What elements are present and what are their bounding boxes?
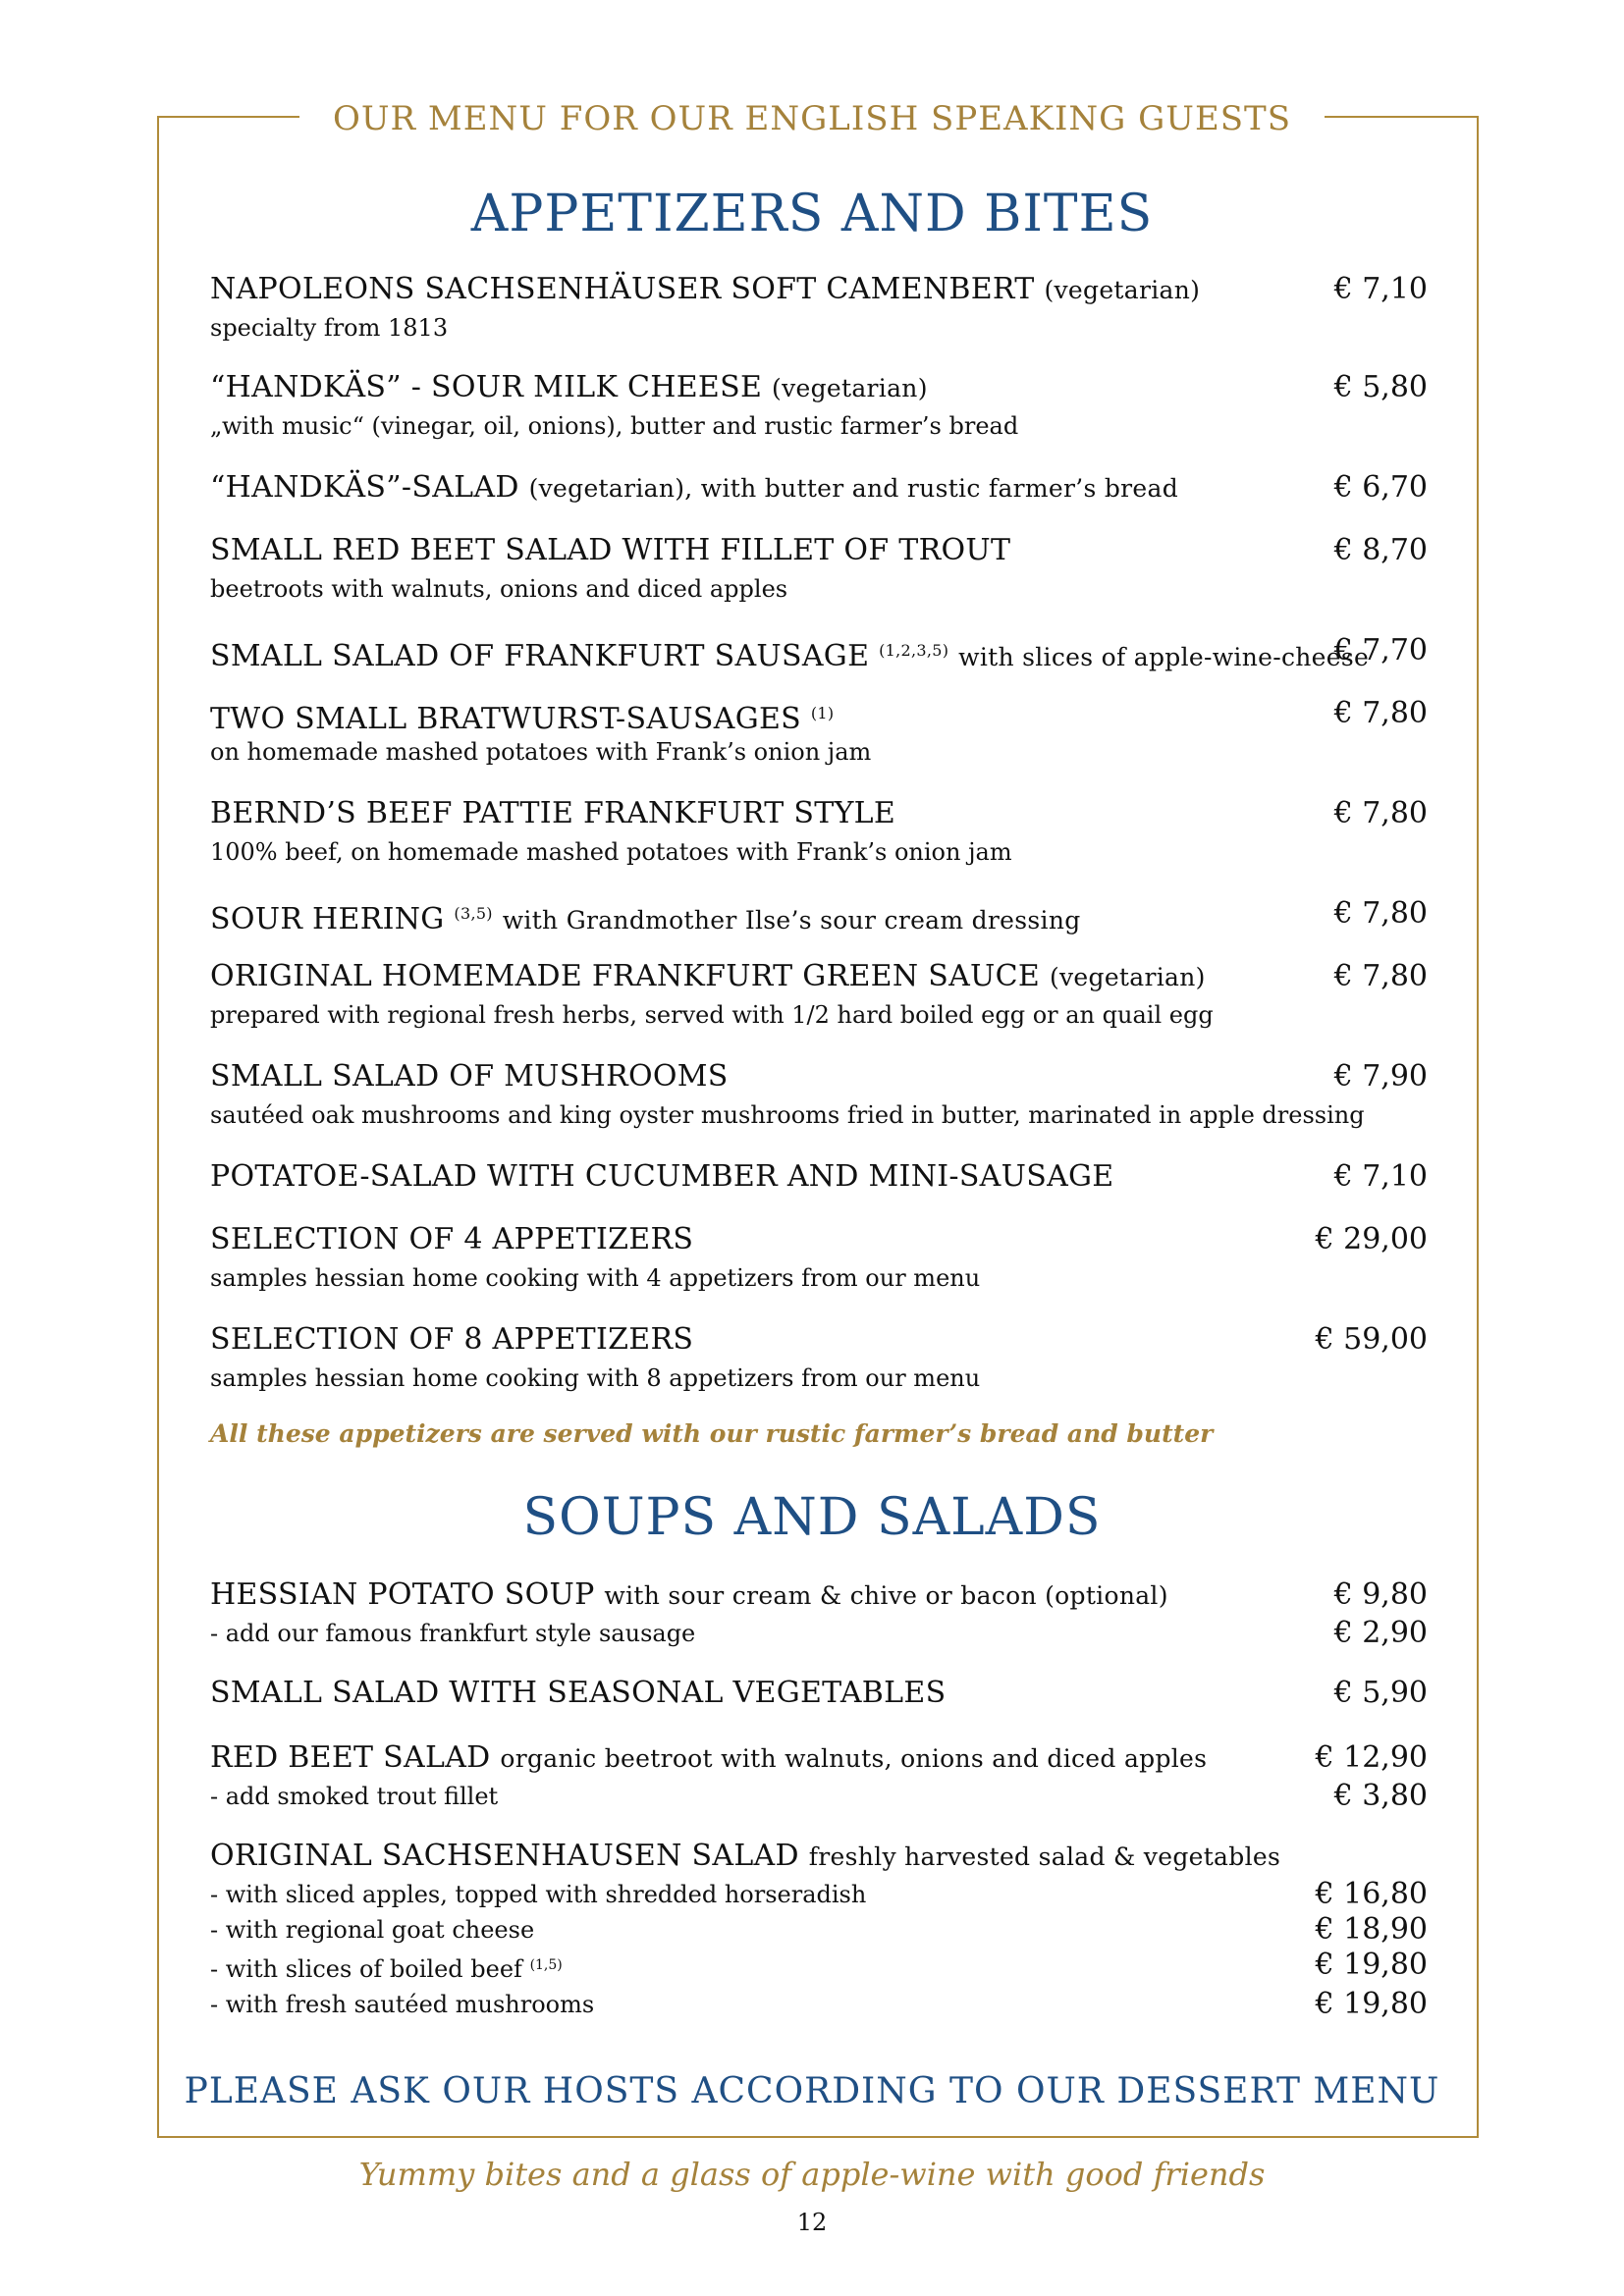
menu-item <box>210 269 1428 346</box>
option-price: € 19,80 <box>1315 1948 1428 1982</box>
item-name: BERND’S BEEF PATTIE FRANKFURT STYLE <box>210 796 896 830</box>
soups-title: SOUPS AND SALADS <box>522 1488 1102 1547</box>
item-note: (vegetarian) <box>772 374 928 402</box>
appetizers-title: APPETIZERS AND BITES <box>470 185 1154 243</box>
item-price: € 7,80 <box>1333 696 1428 730</box>
item-name: TWO SMALL BRATWURST-SAUSAGES <box>210 702 802 736</box>
item-price: € 9,80 <box>1333 1577 1428 1612</box>
option-text: - with fresh sautéed mushrooms <box>210 1991 595 2018</box>
option-price: € 18,90 <box>1315 1912 1428 1947</box>
menu-item <box>210 1575 1428 1651</box>
item-price: € 7,70 <box>1333 633 1428 667</box>
item-note: with slices of apple-wine-cheese <box>958 643 1370 671</box>
item-description: „with music“ (vinegar, oil, onions), butter and rustic farmer’s bread <box>210 412 1019 440</box>
item-option <box>210 1912 1428 1948</box>
item-note: freshly harvested salad & vegetables <box>808 1842 1281 1871</box>
item-name: SMALL SALAD OF MUSHROOMS <box>210 1059 729 1094</box>
menu-item <box>210 467 1428 508</box>
menu-item <box>210 956 1428 1033</box>
item-name: “HANDKÄS”-SALAD <box>210 470 519 505</box>
item-name: SMALL RED BEET SALAD WITH FILLET OF TROUT <box>210 533 1011 567</box>
item-price: € 7,80 <box>1333 796 1428 830</box>
item-option <box>210 1948 1428 1987</box>
option-price: € 3,80 <box>1333 1779 1428 1813</box>
menu-header-text: OUR MENU FOR OUR ENGLISH SPEAKING GUESTS <box>299 94 1325 143</box>
option-text: - with sliced apples, topped with shredded horseradish <box>210 1881 867 1908</box>
item-description: on homemade mashed potatoes with Frank’s onion jam <box>210 738 872 766</box>
item-price: € 7,80 <box>1333 959 1428 993</box>
item-description: specialty from 1813 <box>210 314 449 342</box>
item-name: “HANDKÄS” - SOUR MILK CHEESE <box>210 370 763 404</box>
item-description: samples hessian home cooking with 4 appetizers from our menu <box>210 1264 981 1292</box>
item-name: NAPOLEONS SACHSENHÄUSER SOFT CAMENBERT <box>210 272 1035 306</box>
item-name: SELECTION OF 8 APPETIZERS <box>210 1322 694 1357</box>
menu-item <box>210 1056 1428 1133</box>
item-name: RED BEET SALAD <box>210 1740 491 1775</box>
footer-tagline: Yummy bites and a glass of apple-wine with good friends <box>358 2156 1266 2193</box>
item-name: HESSIAN POTATO SOUP <box>210 1577 595 1612</box>
menu-header <box>0 94 1624 143</box>
item-price: € 7,10 <box>1333 272 1428 306</box>
menu-item <box>210 1319 1428 1396</box>
item-note: with sour cream & chive or bacon (optional) <box>604 1581 1168 1610</box>
item-price: € 59,00 <box>1315 1322 1428 1357</box>
item-price: € 6,70 <box>1333 470 1428 505</box>
menu-item <box>210 1156 1428 1198</box>
item-option <box>210 1779 1428 1814</box>
menu-item <box>210 693 1428 770</box>
option-price: € 2,90 <box>1333 1616 1428 1650</box>
menu-item <box>210 1836 1428 2022</box>
item-name: SMALL SALAD OF FRANKFURT SAUSAGE <box>210 639 870 673</box>
item-description: prepared with regional fresh herbs, served with 1/2 hard boiled egg or an quail egg <box>210 1001 1214 1029</box>
item-price: € 12,90 <box>1315 1740 1428 1775</box>
menu-item <box>210 1737 1428 1814</box>
item-price: € 7,90 <box>1333 1059 1428 1094</box>
item-description: 100% beef, on homemade mashed potatoes with Frank’s onion jam <box>210 838 1012 866</box>
item-description: beetroots with walnuts, onions and diced apples <box>210 575 788 603</box>
item-option <box>210 1616 1428 1651</box>
item-note: with Grandmother Ilse’s sour cream dressing <box>502 906 1081 934</box>
item-note: (vegetarian) <box>1044 276 1201 304</box>
item-description: samples hessian home cooking with 8 appetizers from our menu <box>210 1364 981 1392</box>
option-price: € 16,80 <box>1315 1877 1428 1911</box>
item-price: € 7,10 <box>1333 1159 1428 1194</box>
dessert-notice: PLEASE ASK OUR HOSTS ACCORDING TO OUR DESSERT MENU <box>184 2071 1440 2111</box>
item-name: SMALL SALAD WITH SEASONAL VEGETABLES <box>210 1676 947 1710</box>
menu-item <box>210 530 1428 607</box>
item-name: SOUR HERING <box>210 902 445 936</box>
menu-item <box>210 793 1428 870</box>
page-number: 12 <box>796 2209 828 2236</box>
option-price: € 19,80 <box>1315 1987 1428 2021</box>
option-text: - add our famous frankfurt style sausage <box>210 1620 696 1647</box>
item-price: € 5,90 <box>1333 1676 1428 1710</box>
item-price: € 5,80 <box>1333 370 1428 404</box>
menu-item <box>210 630 1428 671</box>
menu-item <box>210 1673 1428 1714</box>
menu-item <box>210 893 1428 934</box>
item-name: SELECTION OF 4 APPETIZERS <box>210 1222 694 1256</box>
allergen-marker: (1) <box>810 704 835 722</box>
appetizers-footnote: All these appetizers are served with our rustic farmer’s bread and butter <box>210 1419 1214 1448</box>
item-note: (vegetarian), with butter and rustic farmer’s bread <box>528 474 1179 503</box>
option-text: - with regional goat cheese <box>210 1916 535 1944</box>
item-name: POTATOE-SALAD WITH CUCUMBER AND MINI-SAUSAGE <box>210 1159 1114 1194</box>
item-price: € 7,80 <box>1333 896 1428 931</box>
item-name: ORIGINAL HOMEMADE FRANKFURT GREEN SAUCE <box>210 959 1041 993</box>
menu-item <box>210 367 1428 444</box>
option-text: - with slices of boiled beef <box>210 1955 522 1983</box>
item-name: ORIGINAL SACHSENHAUSEN SALAD <box>210 1839 799 1873</box>
item-description: sautéed oak mushrooms and king oyster mushrooms fried in butter, marinated in apple dressing <box>210 1101 1365 1129</box>
option-text: - add smoked trout fillet <box>210 1783 499 1810</box>
item-price: € 8,70 <box>1333 533 1428 567</box>
item-option <box>210 1877 1428 1912</box>
item-note: (vegetarian) <box>1049 963 1206 991</box>
item-option <box>210 1987 1428 2022</box>
allergen-marker: (3,5) <box>454 904 493 923</box>
allergen-marker: (1,5) <box>529 1957 563 1973</box>
item-note: organic beetroot with walnuts, onions and diced apples <box>500 1744 1208 1773</box>
item-price: € 29,00 <box>1315 1222 1428 1256</box>
allergen-marker: (1,2,3,5) <box>879 641 949 660</box>
menu-item <box>210 1219 1428 1296</box>
